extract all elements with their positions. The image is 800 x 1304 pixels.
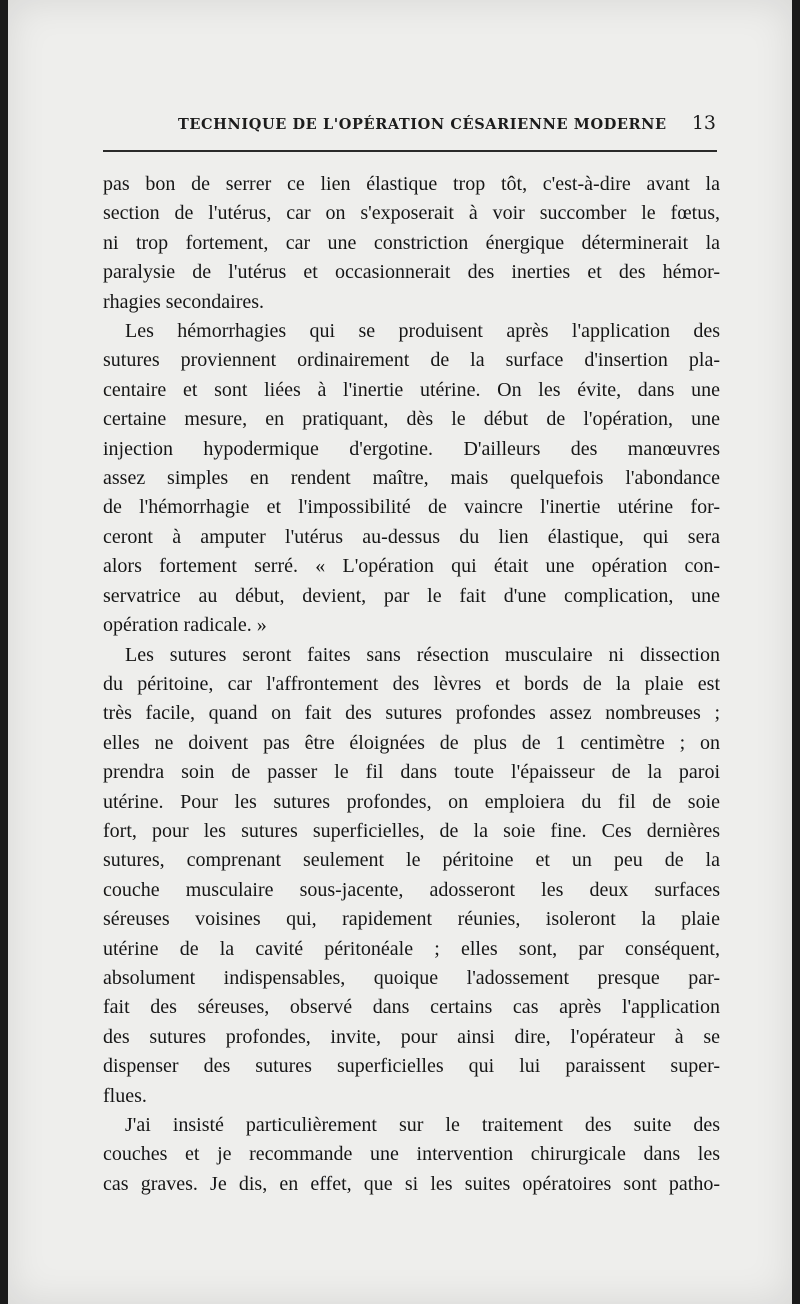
text-line: couches et je recommande une intervention chirurgicale dans les bbox=[103, 1143, 720, 1166]
text-line: pas bon de serrer ce lien élastique trop tôt, c'est-à-dire avant la bbox=[103, 173, 720, 195]
text-line: utérine de la cavité péritonéale ; elles sont, par conséquent, bbox=[103, 937, 720, 960]
text-line: dispenser des sutures superficielles qui lui paraissent super- bbox=[103, 1055, 720, 1078]
text-line: ni trop fortement, car une constriction énergique déterminerait la bbox=[103, 231, 720, 254]
text-line: J'ai insisté particulièrement sur le traitement des suite des bbox=[125, 1114, 720, 1136]
text-line: cas graves. Je dis, en effet, que si les suites opératoires sont patho- bbox=[103, 1172, 720, 1195]
text-line: sutures, comprenant seulement le péritoine et un peu de la bbox=[103, 849, 720, 872]
text-line: centaire et sont liées à l'inertie utérine. On les évite, dans une bbox=[103, 378, 720, 401]
text-line: du péritoine, car l'affrontement des lèvres et bords de la plaie est bbox=[103, 672, 720, 695]
paragraph-2 bbox=[103, 317, 720, 640]
book-page bbox=[8, 0, 792, 1304]
text-line: séreuses voisines qui, rapidement réunies, isoleront la plaie bbox=[103, 908, 720, 931]
text-line: elles ne doivent pas être éloignées de plus de 1 centimètre ; on bbox=[103, 731, 720, 754]
header-rule bbox=[103, 150, 717, 152]
text-line: des sutures profondes, invite, pour ainsi dire, l'opérateur à se bbox=[103, 1025, 720, 1048]
paragraph-1 bbox=[103, 170, 720, 317]
text-line: injection hypodermique d'ergotine. D'ailleurs des manœuvres bbox=[103, 437, 720, 460]
text-line: section de l'utérus, car on s'exposerait à voir succomber le fœtus, bbox=[103, 202, 720, 225]
text-line: ceront à amputer l'utérus au-dessus du lien élastique, qui sera bbox=[103, 525, 720, 548]
text-line: fort, pour les sutures superficielles, de la soie fine. Ces dernières bbox=[103, 819, 720, 842]
text-line: servatrice au début, devient, par le fait d'une complication, une bbox=[103, 584, 720, 607]
running-head bbox=[178, 112, 716, 138]
text-line: sutures proviennent ordinairement de la surface d'insertion pla- bbox=[103, 349, 720, 372]
text-line: utérine. Pour les sutures profondes, on emploiera du fil de soie bbox=[103, 790, 720, 813]
body-text bbox=[103, 170, 720, 1199]
text-line: assez simples en rendent maître, mais quelquefois l'abondance bbox=[103, 467, 720, 490]
text-line: certaine mesure, en pratiquant, dès le début de l'opération, une bbox=[103, 408, 720, 431]
text-line: alors fortement serré. « L'opération qui était une opération con- bbox=[103, 555, 720, 578]
paragraph-4 bbox=[103, 1111, 720, 1199]
text-line: couche musculaire sous-jacente, adosseront les deux surfaces bbox=[103, 878, 720, 901]
text-line: très facile, quand on fait des sutures profondes assez nombreuses ; bbox=[103, 702, 720, 725]
text-line: flues. bbox=[103, 1084, 147, 1107]
text-line: absolument indispensables, quoique l'adossement presque par- bbox=[103, 966, 720, 989]
text-line: Les hémorrhagies qui se produisent après l'application des bbox=[125, 320, 720, 343]
text-line: rhagies secondaires. bbox=[103, 290, 265, 313]
text-line: paralysie de l'utérus et occasionnerait des inerties et des hémor- bbox=[103, 261, 720, 284]
text-line: prendra soin de passer le fil dans toute l'épaisseur de la paroi bbox=[103, 761, 720, 784]
text-line: fait des séreuses, observé dans certains cas après l'application bbox=[103, 996, 720, 1019]
text-line: opération radicale. » bbox=[103, 614, 267, 637]
text-line: Les sutures seront faites sans résection musculaire ni dissection bbox=[125, 643, 720, 666]
text-line: de l'hémorrhagie et l'impossibilité de vaincre l'inertie utérine for- bbox=[103, 496, 720, 519]
paragraph-3 bbox=[103, 641, 720, 1112]
running-title: TECHNIQUE DE L'OPÉRATION CÉSARIENNE MODERNE bbox=[178, 116, 667, 133]
page-number: 13 bbox=[691, 112, 716, 134]
